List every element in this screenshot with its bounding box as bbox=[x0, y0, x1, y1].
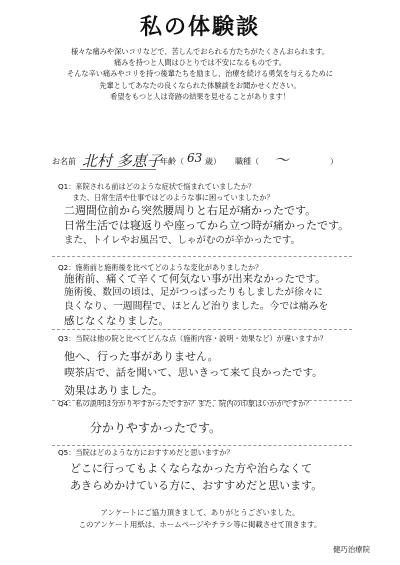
intro-line: 希望をもつと人は奇跡の結果を見せることがあります！ bbox=[110, 91, 290, 101]
section-divider bbox=[52, 445, 352, 446]
name-value: 北村 多恵子 bbox=[82, 152, 162, 170]
job-suffix: ） bbox=[330, 157, 338, 166]
answer-line: あきらめかけている方に、おすすめだと思います。 bbox=[70, 479, 323, 492]
question-2: Q2：施術前と施術後を比べてどのような変化がありましたか？ bbox=[58, 263, 263, 272]
age-value: 63 bbox=[187, 151, 203, 165]
page-title: 私の体験談 bbox=[139, 15, 260, 40]
section-divider bbox=[52, 256, 352, 257]
answer-2 bbox=[64, 272, 328, 328]
question-1: Q1：来院される前はどのような症状で悩まれていましたか？ また、日常生活や仕事ではどのような事に困っていましたか？ bbox=[58, 182, 274, 202]
answer-line: 二週間位前から突然腰周りと右足が痛かったです。 bbox=[64, 204, 317, 217]
answer-line: 感じなくなりました。 bbox=[64, 315, 169, 327]
answer-line: 施術後、数回の頃は、足がつっぱったりもしましたが徐々に bbox=[64, 287, 323, 298]
profile-row bbox=[0, 150, 400, 172]
question-3: Q3：当院は他の院と比べてどんな点（施術内容・説明・効果など）が違いますか？ bbox=[58, 334, 327, 343]
intro-line: 先輩としてあなたの良くなられた体験談をお聞かせください。 bbox=[99, 80, 301, 90]
answer-line: 施術前、痛くて辛くて何気ない事が出来なかったです。 bbox=[64, 273, 326, 285]
intro-line: そんな辛い痛みやコリを持つ後輩たちを励まし、治療を続ける勇気を与えるために bbox=[67, 69, 333, 79]
footer-line: このアンケート用紙は、ホームページやチラシ等に掲載させて頂きます。 bbox=[78, 520, 322, 529]
answer-line: 喫茶店で、話を聞いて、思いきって来て良かったです。 bbox=[64, 367, 323, 379]
answer-1 bbox=[64, 203, 349, 248]
question-4: Q4：私の説明は分かりやすかったですか？また、院内の印象はいかがですか？ bbox=[58, 399, 313, 408]
name-label: お名前 bbox=[52, 157, 76, 166]
answer-line: 日常生活では寝返りや座ってから立つ時が痛かったです。 bbox=[64, 219, 350, 232]
name-underline bbox=[80, 169, 156, 170]
age-suffix: 歳） bbox=[205, 157, 221, 166]
answer-line: どこに行ってもよくならなかった方や治らなくて bbox=[70, 462, 312, 475]
footer-line: アンケートにご協力頂きまして、ありがとうございました。 bbox=[100, 508, 300, 517]
answer-line: また、トイレやお風呂で、しゃがむのが辛かったです。 bbox=[64, 235, 301, 246]
intro-line: 様々な痛みや深いコリなどで、苦しんでおられる方たちがたくさんおられます。 bbox=[70, 47, 330, 56]
question-5: Q5：当院はどのような方におすすめだと思いますか？ bbox=[58, 448, 234, 457]
clinic-name: 健巧治療院 bbox=[333, 545, 370, 554]
answer-5 bbox=[70, 460, 322, 494]
intro-text bbox=[20, 46, 380, 102]
answer-3 bbox=[64, 348, 323, 399]
job-value: 〜 bbox=[274, 151, 290, 169]
intro-line: 痛みを持つと人間はひとりでは不安になるものです。 bbox=[114, 58, 286, 68]
thank-you-note bbox=[0, 507, 400, 531]
answer-4 bbox=[90, 420, 221, 436]
answer-line: 他へ、行った事がありません。 bbox=[64, 350, 219, 363]
answer-line: 効果はありました。 bbox=[64, 384, 163, 397]
answer-line: 分かりやすかったです。 bbox=[90, 421, 222, 435]
section-divider bbox=[52, 329, 352, 330]
age-label: 年齢（ bbox=[160, 157, 184, 166]
answer-line: 良くなり、一週間程で、ほとんど治りました。今では痛みを bbox=[64, 301, 329, 312]
job-label: 職種（ bbox=[235, 157, 259, 166]
